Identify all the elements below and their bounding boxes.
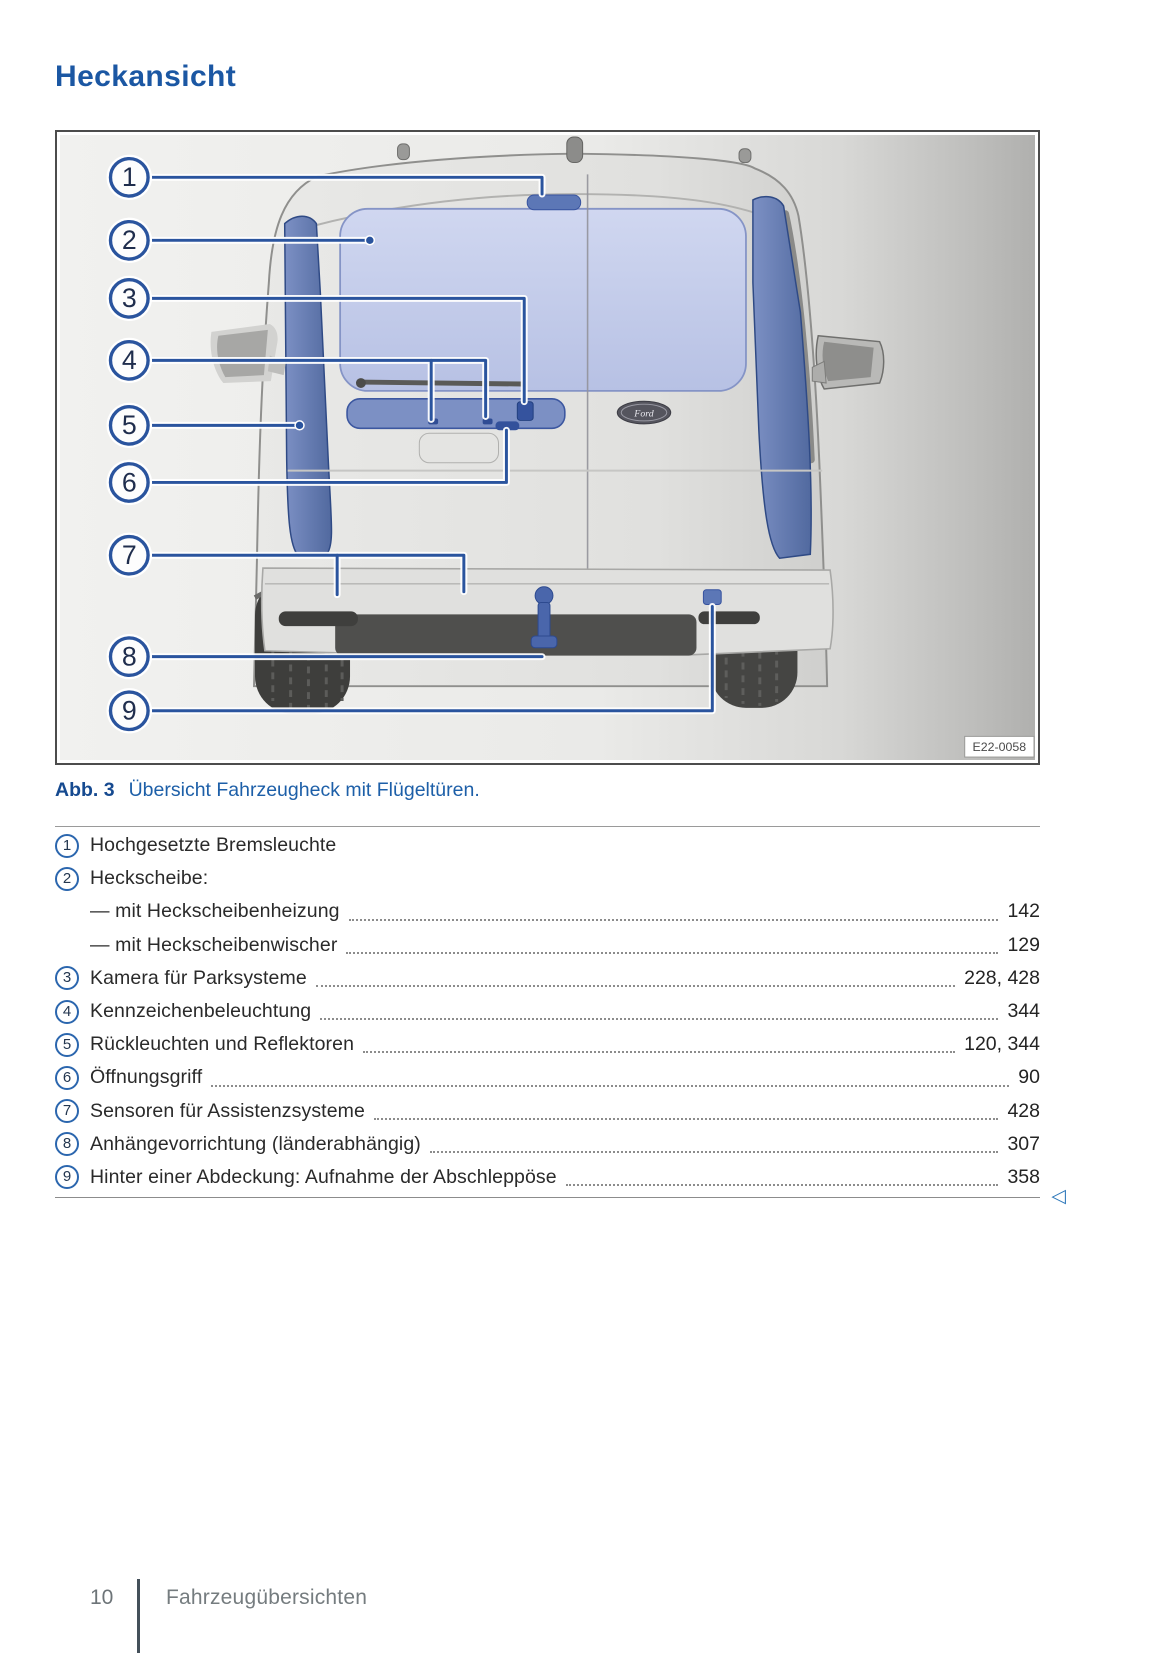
legend-item-marker: 5 [55, 1033, 79, 1057]
legend-list [55, 826, 1066, 1208]
right-mirror [812, 336, 883, 389]
legend-item-label: — mit Heckscheibenwischer [90, 933, 338, 956]
svg-text:E22-0058: E22-0058 [972, 740, 1027, 755]
legend-item-label: Sensoren für Assistenzsysteme [90, 1099, 365, 1122]
legend-leader-dots [316, 985, 955, 987]
callout-5 [107, 403, 153, 448]
figure-frame [55, 130, 1040, 765]
legend-item-label: Anhängevorrichtung (länderabhängig) [90, 1132, 421, 1155]
antenna [567, 137, 583, 163]
legend-item-label: Kennzeichenbeleuchtung [90, 1000, 312, 1023]
nav-triangle-icon: ◁ [1051, 1186, 1066, 1208]
left-reflector [279, 611, 358, 626]
callout-2 [107, 218, 153, 263]
legend-item [55, 962, 1040, 995]
svg-text:7: 7 [121, 540, 137, 571]
svg-text:8: 8 [121, 641, 137, 672]
legend-item-label: Kamera für Parksysteme [90, 966, 307, 989]
legend-page-ref: 428 [1007, 1099, 1040, 1122]
svg-text:2: 2 [121, 225, 137, 256]
plate-recess [419, 433, 498, 463]
legend-page-ref: 142 [1007, 900, 1040, 923]
callout-1 [107, 155, 153, 200]
legend-item-marker: 4 [55, 1000, 79, 1024]
legend-leader-dots [430, 1151, 999, 1153]
right-reflector [698, 611, 759, 624]
page-title: Heckansicht [55, 60, 237, 93]
figure-caption-label: Abb. 3 [55, 779, 115, 801]
rear-wiper [359, 382, 522, 384]
legend-leader-dots [363, 1051, 955, 1053]
legend-leader-dots [566, 1184, 999, 1186]
high-brake-light [527, 195, 580, 210]
legend-leader-dots [346, 952, 998, 954]
callout-9 [107, 688, 153, 733]
callout-8 [107, 634, 153, 679]
lower-valance [335, 614, 696, 655]
tow-eye-cover [703, 590, 721, 605]
legend-item-marker: 6 [55, 1066, 79, 1090]
legend-item [55, 895, 1040, 928]
svg-text:1: 1 [121, 162, 137, 193]
legend-item-marker: 8 [55, 1132, 79, 1156]
legend-item-label: — mit Heckscheibenheizung [90, 900, 340, 923]
legend-item-marker: 7 [55, 1099, 79, 1123]
legend-item [55, 1128, 1040, 1161]
rear-view-illustration [60, 135, 1035, 760]
legend-page-ref: 90 [1018, 1066, 1040, 1089]
figure-caption [55, 779, 480, 802]
vehicle-body [211, 137, 884, 714]
legend-item [55, 1095, 1040, 1128]
legend-leader-dots [349, 919, 999, 921]
legend-item [55, 862, 1040, 895]
svg-text:4: 4 [121, 345, 137, 376]
legend-item-label: Hochgesetzte Bremsleuchte [90, 834, 337, 857]
legend-page-ref: 307 [1007, 1132, 1040, 1155]
legend-item-label: Öffnungsgriff [90, 1066, 203, 1089]
legend-page-ref: 228, 428 [964, 966, 1040, 989]
legend-page-ref: 120, 344 [964, 1033, 1040, 1056]
callout-6 [107, 460, 153, 505]
legend-item [55, 1061, 1040, 1094]
legend-item-marker: 2 [55, 867, 79, 891]
legend-page-ref: 129 [1007, 933, 1040, 956]
legend-item-label: Hinter einer Abdeckung: Aufnahme der Abschleppöse [90, 1165, 557, 1188]
brand-badge [617, 401, 670, 424]
legend-item [55, 1028, 1040, 1061]
footer-section-title: Fahrzeugübersichten [166, 1586, 368, 1609]
legend-item [55, 929, 1040, 962]
legend-item-marker: 9 [55, 1165, 79, 1189]
legend-item-marker: 3 [55, 966, 79, 990]
svg-text:9: 9 [121, 695, 137, 726]
figure-caption-text: Übersicht Fahrzeugheck mit Flügeltüren. [128, 779, 480, 801]
callout-3 [107, 276, 153, 321]
svg-text:6: 6 [121, 467, 137, 498]
footer-page-number: 10 [90, 1586, 114, 1609]
footer-divider [137, 1579, 140, 1653]
svg-text:5: 5 [121, 410, 137, 441]
legend-item-label: Rückleuchten und Reflektoren [90, 1033, 355, 1056]
legend-page-ref: 344 [1007, 1000, 1040, 1023]
legend-item-label: Heckscheibe: [90, 867, 209, 890]
legend-page-ref: 358 [1007, 1165, 1040, 1188]
legend-item [55, 995, 1040, 1028]
legend-item [55, 1161, 1040, 1194]
svg-text:3: 3 [121, 283, 137, 314]
legend-leader-dots [320, 1018, 998, 1020]
svg-text:Ford: Ford [634, 408, 654, 420]
callout-7 [107, 533, 153, 578]
image-code-label [965, 736, 1034, 757]
legend-leader-dots [374, 1118, 999, 1120]
legend-item-marker: 1 [55, 834, 79, 858]
legend-leader-dots [211, 1085, 1009, 1087]
callout-4 [107, 338, 153, 383]
legend-item [55, 829, 1040, 862]
